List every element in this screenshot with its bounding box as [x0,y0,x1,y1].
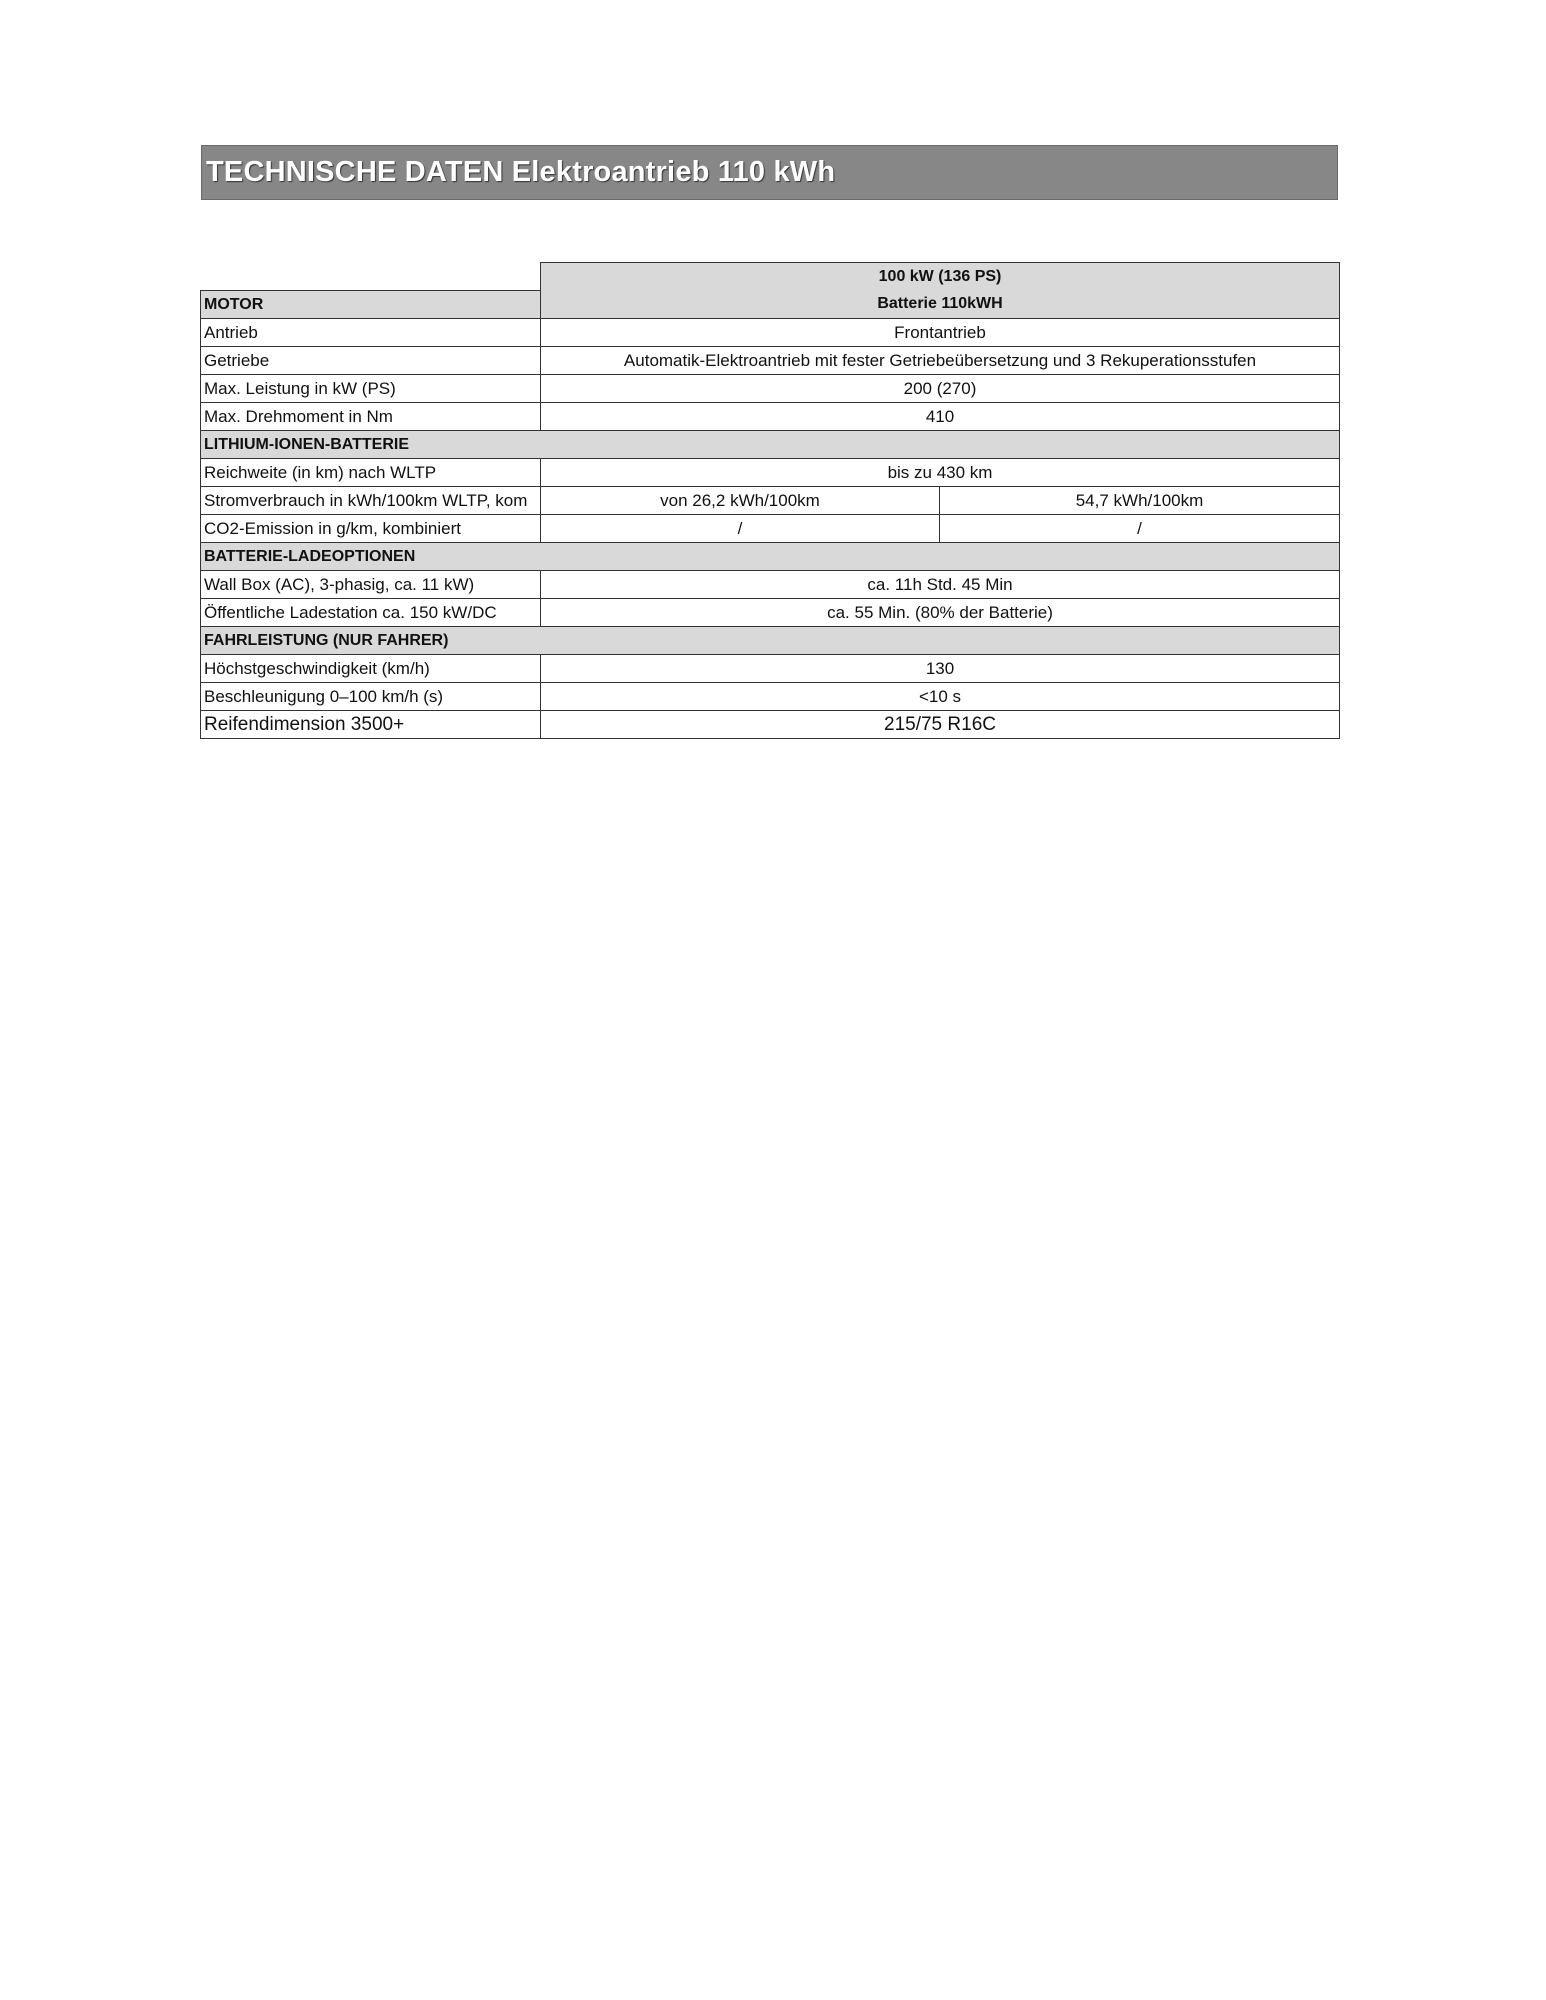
row-label: Beschleunigung 0–100 km/h (s) [201,682,541,710]
section-title-motor: MOTOR [201,290,541,318]
row-value: 215/75 R16C [541,710,1340,738]
row-label: CO2-Emission in g/km, kombiniert [201,514,541,542]
header-battery: Batterie 110kWH [541,290,1340,318]
table-row [201,654,1340,682]
section-row-performance [201,626,1340,654]
page-title: TECHNISCHE DATEN Elektroantrieb 110 kWh [206,156,836,188]
row-value: Automatik-Elektroantrieb mit fester Getriebeübersetzung und 3 Rekuperationsstufen [541,346,1340,374]
row-label: Höchstgeschwindigkeit (km/h) [201,654,541,682]
section-title-battery: LITHIUM-IONEN-BATTERIE [201,430,1340,458]
row-value: 410 [541,402,1340,430]
table-row [201,458,1340,486]
row-label: Getriebe [201,346,541,374]
header-power: 100 kW (136 PS) [541,263,1340,291]
table-row [201,682,1340,710]
table-row [201,570,1340,598]
header-row-battery [201,290,1340,318]
row-value-from: von 26,2 kWh/100km [541,486,940,514]
spec-table [200,262,1340,739]
table-row [201,402,1340,430]
table-row [201,598,1340,626]
row-value: 200 (270) [541,374,1340,402]
row-value: Frontantrieb [541,318,1340,346]
section-title-performance: FAHRLEISTUNG (NUR FAHRER) [201,626,1340,654]
section-title-charging: BATTERIE-LADEOPTIONEN [201,542,1340,570]
row-value: ca. 11h Std. 45 Min [541,570,1340,598]
table-row [201,346,1340,374]
row-label: Reifendimension 3500+ [201,710,541,738]
title-bar [201,145,1338,200]
table-row [201,486,1340,514]
row-label: Max. Drehmoment in Nm [201,402,541,430]
table-row [201,318,1340,346]
row-value: 130 [541,654,1340,682]
row-value-a: / [541,514,940,542]
row-value: <10 s [541,682,1340,710]
row-label: Stromverbrauch in kWh/100km WLTP, kom [201,486,541,514]
header-blank-cell [201,263,541,291]
table-row [201,374,1340,402]
header-row-power [201,263,1340,291]
row-value: ca. 55 Min. (80% der Batterie) [541,598,1340,626]
table-row [201,514,1340,542]
row-label: Öffentliche Ladestation ca. 150 kW/DC [201,598,541,626]
row-label: Reichweite (in km) nach WLTP [201,458,541,486]
row-label: Wall Box (AC), 3-phasig, ca. 11 kW) [201,570,541,598]
row-label: Antrieb [201,318,541,346]
table-row [201,710,1340,738]
row-value: bis zu 430 km [541,458,1340,486]
section-row-charging [201,542,1340,570]
row-value-to: 54,7 kWh/100km [940,486,1340,514]
row-label: Max. Leistung in kW (PS) [201,374,541,402]
section-row-battery [201,430,1340,458]
row-value-b: / [940,514,1340,542]
